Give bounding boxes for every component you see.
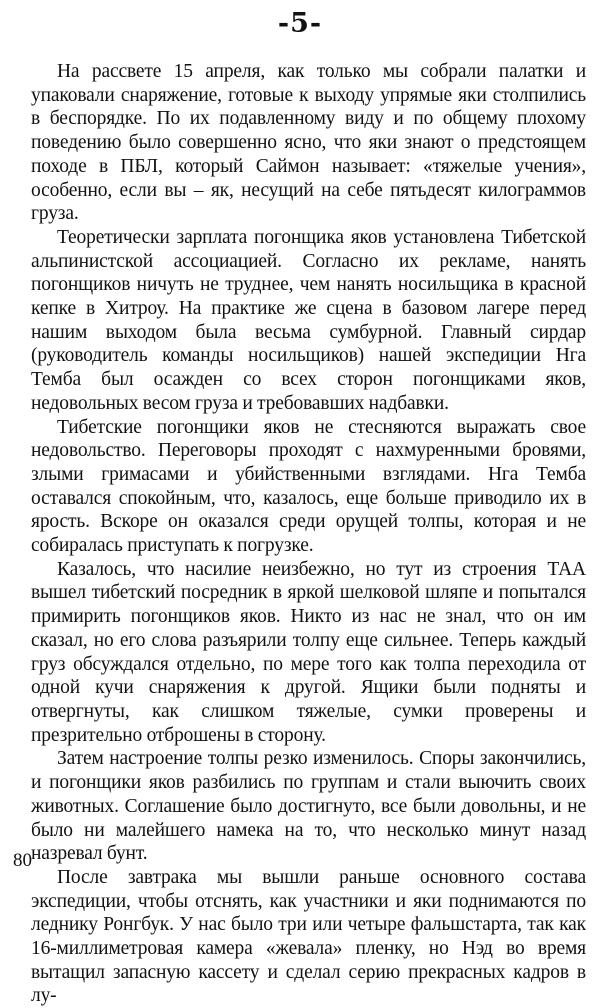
paragraph: Тибетские погонщики яков не стесняются выражать свое недовольство. Переговоры проходят с нахмуренными бровями, злыми гримасами и убийственными взглядами. Нга Темба оставался спокойным, что, казалось, еще больше приводило их в ярость. Вскоре он оказался среди орущей толпы, которая и не собиралась приступать к погрузке.: [31, 416, 586, 557]
chapter-title: -5-: [277, 8, 323, 39]
page-number: 80: [13, 850, 32, 871]
body-text: [31, 60, 586, 1008]
paragraph: Затем настроение толпы резко изменилось. Споры закончились, и погонщики яков разбились по группам и стали выючить своих животных. Соглашение было достигнуто, все были довольны, и не было ни малейшего намека на то, что несколько минут назад назревал бунт.: [31, 748, 586, 865]
paragraph: Теоретически зарплата погонщика яков установлена Тибетской альпинистской ассоциацией. Согласно их рекламе, нанять погонщиков ничуть не труднее, чем нанять носильщика в красной кепке в Хитроу. На практике же сцена в базовом лагере перед нашим выходом была весьма сумбурной. Главный сирдар (руководитель команды носильщиков) нашей экспедиции Нга Темба был осажден со всех сторон погонщиками яков, недовольных весом груза и требовавших надбавки.: [31, 226, 586, 414]
paragraph: После завтрака мы вышли раньше основного состава экспедиции, чтобы отснять, как участники и яки поднимаются по леднику Ронгбук. У нас было три или четыре фальшстарта, так как 16-миллиметровая камера «жевала» пленку, но Нэд во время вытащил запасную кассету и сделал серию прекрасных кадров в лу-: [31, 866, 586, 1007]
paragraph: Казалось, что насилие неизбежно, но тут из строения ТАА вышел тибетский посредник в яркой шелковой шляпе и попытался примирить погонщиков яков. Никто из нас не знал, что он им сказал, но его слова разъярили толпу еще сильнее. Теперь каждый груз обсуждался отдельно, по мере того как толпа переходила от одной кучи снаряжения к другой. Ящики были подняты и отвергнуты, как слишком тяжелые, сумки проверены и презрительно отброшены в сторону.: [31, 558, 586, 746]
paragraph: На рассвете 15 апреля, как только мы собрали палатки и упаковали снаряжение, готовые к выходу упрямые яки столпились в беспорядке. По их подавленному виду и по общему плохому поведению было совершенно ясно, что яки знают о предстоящем походе в ПБЛ, который Саймон называет: «тяжелые учения», особенно, если вы – як, несущий на себе пятьдесят килограммов груза.: [31, 61, 586, 225]
